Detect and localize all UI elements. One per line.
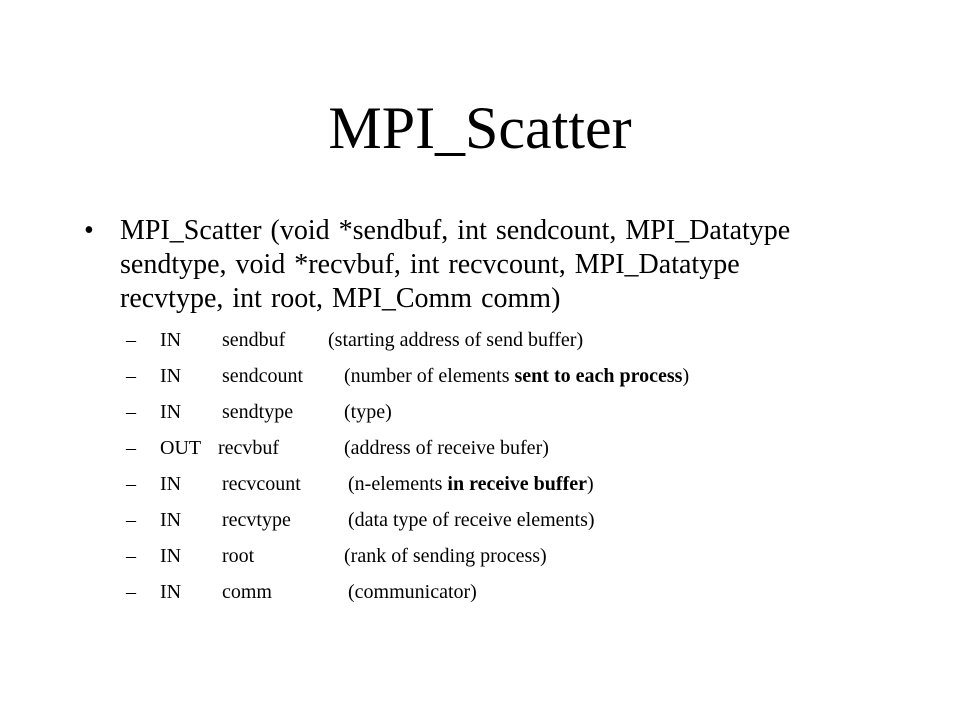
parameter-direction: IN xyxy=(160,365,182,387)
dash-marker: – xyxy=(126,545,136,567)
parameter-direction: IN xyxy=(160,545,182,567)
parameter-name: recvtype xyxy=(222,509,291,531)
parameter-direction: IN xyxy=(160,401,182,423)
parameter-description: (address of receive bufer) xyxy=(344,437,549,459)
parameter-direction: IN xyxy=(160,509,182,531)
parameter-description: (communicator) xyxy=(348,581,477,603)
dash-marker: – xyxy=(126,437,136,459)
signature-line-1: MPI_Scatter (void *sendbuf, int sendcount, MPI_Datatype xyxy=(120,215,791,246)
parameter-description: (n-elements in receive buffer) xyxy=(348,473,594,495)
parameter-direction: IN xyxy=(160,581,182,603)
parameter-description: (type) xyxy=(344,401,392,423)
parameter-name: recvbuf xyxy=(218,437,280,459)
parameter-name: sendcount xyxy=(222,365,304,387)
parameter-direction: IN xyxy=(160,473,182,495)
parameter-name: root xyxy=(222,545,255,567)
signature-line-2: sendtype, void *recvbuf, int recvcount, MPI_Datatype xyxy=(120,249,740,280)
parameter-direction: OUT xyxy=(160,437,202,459)
parameter-description: (starting address of send buffer) xyxy=(328,329,584,351)
parameter-direction: IN xyxy=(160,329,182,351)
parameter-name: sendbuf xyxy=(222,329,286,351)
parameter-description: (number of elements sent to each process) xyxy=(344,365,690,387)
parameter-description: (rank of sending process) xyxy=(344,545,547,567)
dash-marker: – xyxy=(126,473,136,495)
dash-marker: – xyxy=(126,581,136,603)
parameter-name: recvcount xyxy=(222,473,301,495)
parameter-name: comm xyxy=(222,581,272,603)
dash-marker: – xyxy=(126,329,136,351)
dash-marker: – xyxy=(126,365,136,387)
slide-title: MPI_Scatter xyxy=(328,95,632,161)
dash-marker: – xyxy=(126,509,136,531)
bullet-marker: • xyxy=(84,215,94,246)
parameter-description: (data type of receive elements) xyxy=(348,509,595,531)
signature-line-3: recvtype, int root, MPI_Comm comm) xyxy=(120,283,561,314)
parameter-name: sendtype xyxy=(222,401,294,423)
dash-marker: – xyxy=(126,401,136,423)
function-signature xyxy=(120,214,890,316)
